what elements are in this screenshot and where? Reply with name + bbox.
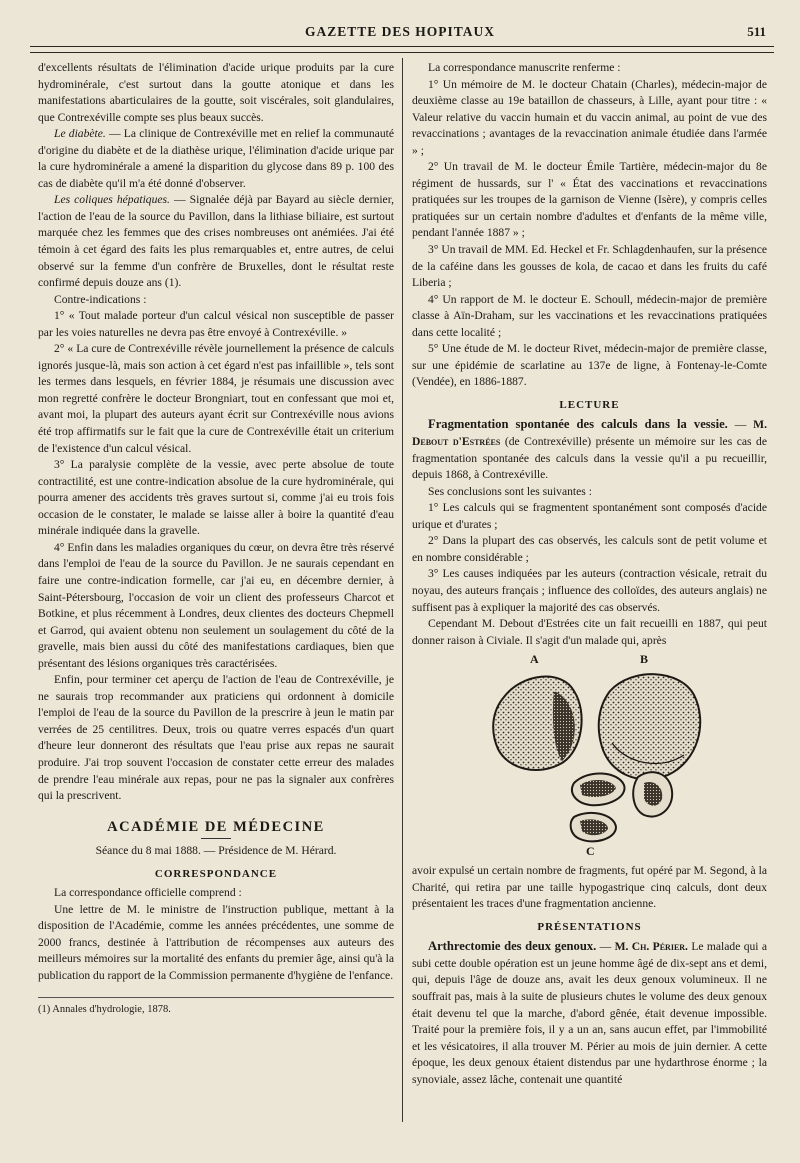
paragraph: Enfin, pour terminer cet aperçu de l'action de l'eau de Contrexéville, je ne saurais trop recommander aux praticiens qui ordonnent à domicile l'emploi de l'eau de la source du Pavillon de la prescrire à jeun le matin par verrées de 25 centilitres. Deux, trois ou quatre verres espacés d'un quart d'heure leur donneront des résultats que l'eau prise aux repas ne saurait produire. J'ai trop souvent l'occasion de constater cette erreur des malades de prendre l'eau minérale aux repas, pour ne pas la signaler aux confrères qui la prescrivent.: [38, 673, 394, 803]
article-fragmentation: Fragmentation spontanée des calculs dans la vessie. — M. Debout d'Estrées (de Contrexéville) présente un mémoire sur les cas de fragmentation spontanée des calculs dans la vessie qu'il a pu recueillir, depuis 1868, à Contrexéville.: [412, 417, 767, 482]
footnote: (1) Annales d'hydrologie, 1878.: [38, 1003, 171, 1015]
paragraph: 1° Les calculs qui se fragmentent spontanément sont composés d'acide urique et d'urates ;: [412, 501, 767, 531]
calculi-figure: [412, 651, 767, 859]
article-title: Arthrectomie des deux genoux.: [428, 939, 597, 954]
paragraph: avoir expulsé un certain nombre de fragments, fut opéré par M. Segond, à la Charité, qui retira par une taille hypogastrique cinq calculs, dont deux présentaient les traces d'une fragmentation ancienne.: [412, 864, 767, 911]
article-author: M. Ch. Périer.: [614, 940, 688, 954]
left-column: [38, 60, 394, 1018]
paragraph: 3° La paralysie complète de la vessie, avec perte absolue de toute contractilité, est une contre-indication absolue de la cure hydrominérale, qui pourra amener des accidents très graves surtout si, comme j'ai eu trois fois occasion de le constater, le malade se laisse aller à boire la quantité d'eau minérale indiquée dans la gravelle.: [38, 458, 394, 538]
paragraph: Contre-indications :: [54, 292, 147, 306]
paragraph: Une lettre de M. le ministre de l'instruction publique, mettant à la disposition de l'Académie, comme les années précédentes, une somme de 2000 francs, destinée à l'attribution de récompenses aux auteurs des meilleurs mémoires sur la mortalité des enfants du premier âge, ainsi qu'à la publication du rapport de la Commission permanente d'hygiène de l'enfance.: [38, 902, 394, 982]
seance-line: Séance du 8 mai 1888. — Présidence de M. Hérard.: [95, 844, 337, 858]
section-heading-academie: ACADÉMIE DE MÉDECINE: [107, 818, 325, 835]
paragraph: 3° Les causes indiquées par les auteurs (contraction vésicale, retrait du noyau, des auteurs français ; influence des colloïdes, des auteurs anglais) ne suffisent pas à expliquer la majorité des cas observés.: [412, 567, 767, 614]
paragraph: La correspondance officielle comprend :: [54, 886, 242, 900]
article-author: M. Debout d'Estrées: [412, 418, 767, 449]
paragraph: La correspondance manuscrite renferme :: [428, 61, 621, 74]
article-title: Fragmentation spontanée des calculs dans la vessie.: [428, 417, 728, 432]
paragraph: Cependant M. Debout d'Estrées cite un fait recueilli en 1887, qui peut donner raison à Civiale. Il s'agit d'un malade qui, après: [412, 617, 767, 647]
figure-label-c: C: [586, 844, 595, 859]
article-arthrectomie: Arthrectomie des deux genoux. — M. Ch. Périer. Le malade qui a subi cette double opération est un jeune homme âgé de dix-sept ans et demi, qui, depuis l'âge de douze ans, avait les deux genoux volumineux. Il ne souffrait pas, mais à la suite de plusieurs chutes le volume des deux genoux était devenu tel que la marche, d'abord gênée, était devenue impossible. Traité pour la première fois, il y a un an, sans aucun effet, par l'immobilité et les vésicatoires, il alla trouver M. Périer au mois de juin dernier. A cette époque, les deux genoux étaient distendus par une hydarthrose énorme ; la synoviale, assez lâche, contenait une quantité: [412, 939, 768, 1086]
paragraph: 2° « La cure de Contrexéville révèle journellement la présence de calculs ignorés jusque-là, mais son action à cet égard n'est pas infaillible », tels sont les termes dans lesquels, en février 1884, je résumais une discussion avec mon regretté confrère le docteur Brongniart, tout en confessant que moi et, avant moi, la plupart des auteurs ayant écrit sur Contrexéville nous avions été trop affirmatifs sur le fait que la cure de Contrexéville était un criterium de l'existence d'un calcul vésical.: [38, 342, 394, 455]
page-number: 511: [747, 24, 766, 39]
paragraph: 5° Une étude de M. le docteur Rivet, médecin-major de première classe, sur une épidémie de scarlatine au 137e de ligne, à Fontenay-le-Comte (Vendée), en 1886-1887.: [412, 342, 767, 389]
calculus-fragments-c: [571, 772, 673, 841]
paragraph: 4° Enfin dans les maladies organiques du cœur, on devra être très réservé dans l'emploi de l'eau de la source du Pavillon. Je ne saurais cependant en faire une contre-indication formelle, car j'ai eu, en décembre dernier, à Saint-Pétersbourg, l'occasion de voir un client des professeurs Charcot et Botkine, et plus récemment à Londres, deux clientes des docteurs Chepmell et Garrod, qui avaient obtenu non seulement un soulagement du côté de la gravelle, mais bien aussi du côté des manifestations cardiaques, bien que présentant des lésions organiques très caractérisées.: [38, 540, 394, 670]
paragraph-diabete: Le diabète. — La clinique de Contrexéville met en relief la communauté d'origine du diabète et de la diathèse urique, l'élimination d'acide urique par la cure hydrominérale a amené la disparition du glycose dans 89 p. 100 des cas de diabète qu'il m'a été donné d'observer.: [38, 127, 394, 190]
calculi-drawing: [412, 651, 767, 859]
right-column: [412, 60, 767, 1088]
calculus-b: [599, 674, 701, 779]
paragraph: 2° Dans la plupart des cas observés, les calculs sont de petit volume et en nombre considérable ;: [412, 534, 767, 564]
section-heading-lecture: LECTURE: [559, 398, 620, 411]
paragraph: 3° Un travail de MM. Ed. Heckel et Fr. Schlagdenhaufen, sur la présence de la caféine dans les gousses de kola, de cacao et dans les fruits du café Liberia ;: [412, 243, 767, 290]
calculus-a: [493, 677, 581, 770]
section-heading-correspondance: CORRESPONDANCE: [154, 867, 278, 880]
section-heading-presentations: PRÉSENTATIONS: [537, 920, 642, 933]
paragraph: d'excellents résultats de l'élimination d'acide urique produits par la cure hydrominérale, c'est surtout dans la goutte atonique et dans les manifestations abarticulaires de la goutte, soit viscérales, soit glandulaires, que Contrexéville compte ses plus beaux succès.: [38, 61, 394, 124]
paragraph: 1° Un mémoire de M. le docteur Chatain (Charles), médecin-major de deuxième classe au 19e bataillon de chasseurs, à Lille, ayant pour titre : « Valeur relative du vaccin humain et du vaccin animal, au point de vue des revaccinations ; avantages de la revaccination animale étudiée dans l'armée » ;: [412, 77, 767, 157]
run-in-heading: Le diabète.: [54, 127, 106, 141]
column-divider: [402, 58, 403, 1122]
paragraph-coliques: Les coliques hépatiques. — Signalée déjà par Bayard au siècle dernier, l'action de l'eau de la source du Pavillon, dans la lithiase biliaire, est surtout marquée chez les femmes que des crises nombreuses ont anémiées. J'ai été témoin à cet égard des faits les plus remarquables et, entre autres, de celui observé sur la femme d'un confrère de Bruxelles, dont le résultat reste confirmé depuis douze ans (1).: [38, 193, 394, 290]
divider: [201, 838, 231, 839]
run-in-heading: Les coliques hépatiques.: [54, 193, 170, 207]
paragraph: Ses conclusions sont les suivantes :: [428, 484, 592, 498]
header-rule: [30, 46, 774, 53]
paragraph: 4° Un rapport de M. le docteur E. Schoull, médecin-major de première classe à Aïn-Draham, sur les vaccinations et les revaccinations pratiquées dans cette localité ;: [412, 292, 767, 339]
figure-label-b: B: [640, 652, 649, 667]
footnote-rule: [38, 997, 394, 998]
paragraph: 2° Un travail de M. le docteur Émile Tartière, médecin-major du 8e régiment de hussards, sur l' « État des vaccinations et revaccinations pratiquées sur les troupes de la garnison de Vienne (Isère), y compris celles pratiquées sur un certain nombre d'adultes et d'enfants de la même ville, pendant l'année 1887 » ;: [412, 160, 767, 240]
paragraph: 1° « Tout malade porteur d'un calcul vésical non susceptible de passer par les voies naturelles ne devra pas être envoyé à Contrexéville. »: [38, 309, 394, 339]
journal-title: GAZETTE DES HOPITAUX: [304, 24, 496, 39]
figure-label-a: A: [530, 652, 539, 667]
running-head: [30, 24, 770, 46]
